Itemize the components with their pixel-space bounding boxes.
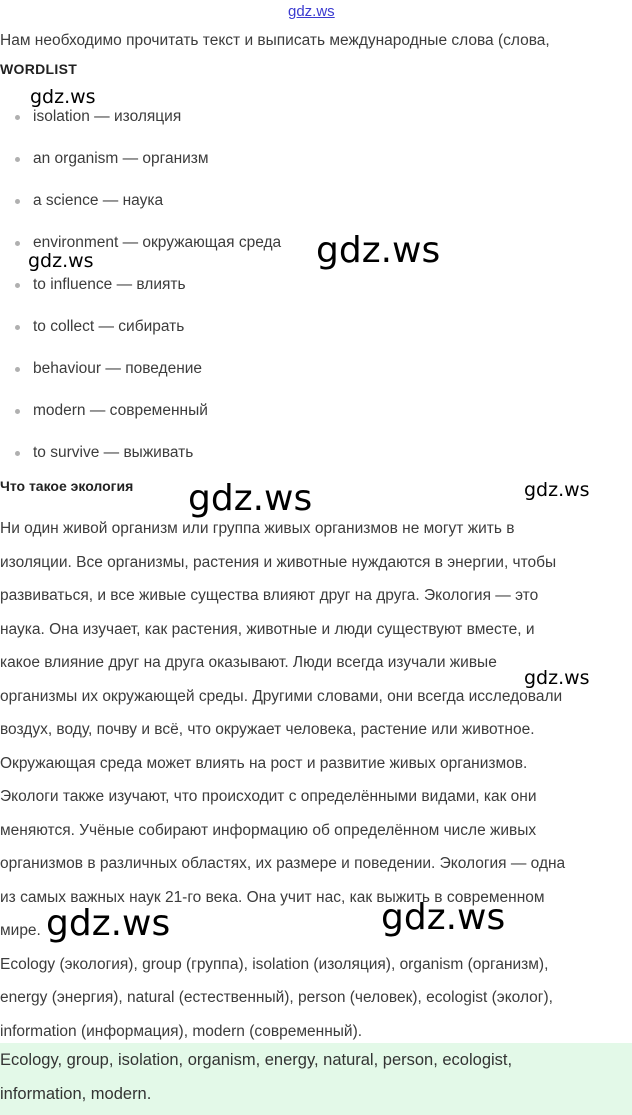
- wordlist-heading: WORDLIST: [0, 61, 78, 77]
- paragraph-line: какое влияние друг на друга оказывают. Люди всегда изучали живые: [0, 654, 497, 671]
- list-item-text: to survive — выживать: [33, 444, 194, 461]
- paragraph-line: развиваться, и все живые существа влияют друг на друга. Экология — это: [0, 587, 539, 604]
- list-item-text: a science — наука: [33, 192, 164, 209]
- bullet-icon: [15, 325, 20, 330]
- answer-line: Ecology, group, isolation, organism, energy, natural, person, ecologist,: [0, 1051, 513, 1069]
- list-item: [0, 276, 400, 318]
- list-item: [0, 402, 400, 444]
- bullet-icon: [15, 199, 20, 204]
- bullet-icon: [15, 241, 20, 246]
- wordlist: [0, 108, 400, 486]
- list-item: [0, 108, 400, 150]
- watermark: gdz.ws: [188, 478, 313, 519]
- list-item-text: to collect — сибирать: [33, 318, 185, 335]
- watermark: gdz.ws: [381, 897, 506, 938]
- watermark: gdz.ws: [524, 667, 590, 689]
- bullet-icon: [15, 283, 20, 288]
- list-item: [0, 318, 400, 360]
- paragraph-line: Ecology (экология), group (группа), isolation (изоляция), organism (организм),: [0, 955, 549, 973]
- paragraph-line: наука. Она изучает, как растения, животные и люди существуют вместе, и: [0, 620, 535, 638]
- bullet-icon: [15, 157, 20, 162]
- list-item-text: an organism — организм: [33, 150, 209, 167]
- paragraph-line: energy (энергия), natural (естественный), person (человек), ecologist (эколог),: [0, 989, 553, 1006]
- list-item: [0, 192, 400, 234]
- bullet-icon: [15, 451, 20, 456]
- list-item-text: to influence — влиять: [33, 276, 186, 293]
- paragraph-line: изоляции. Все организмы, растения и животные нуждаются в энергии, чтобы: [0, 553, 557, 571]
- paragraph-line: information (информация), modern (современный).: [0, 1022, 363, 1040]
- bullet-icon: [15, 367, 20, 372]
- paragraph-line: Ни один живой организм или группа живых организмов не могут жить в: [0, 520, 515, 537]
- answer-line: information, modern.: [0, 1085, 152, 1103]
- list-item-text: isolation — изоляция: [33, 108, 182, 125]
- article-paragraph: [0, 512, 632, 1048]
- list-item-text: environment — окружающая среда: [33, 234, 282, 251]
- paragraph-line: из самых важных наук 21-го века. Она учит нас, как выжить в современном: [0, 888, 545, 906]
- bullet-icon: [15, 409, 20, 414]
- paragraph-line: воздух, воду, почву и всё, что окружает человека, растение или животное.: [0, 721, 535, 738]
- watermark: gdz.ws: [316, 230, 441, 271]
- section-title: Что такое экология: [0, 478, 134, 494]
- watermark-link-top[interactable]: gdz.ws: [288, 3, 335, 20]
- paragraph-line: мире.: [0, 922, 41, 939]
- bullet-icon: [15, 115, 20, 120]
- list-item: [0, 150, 400, 192]
- watermark: gdz.ws: [524, 479, 590, 501]
- paragraph-line: Экологи также изучают, что происходит с определёнными видами, как они: [0, 788, 537, 805]
- watermark: gdz.ws: [46, 903, 171, 944]
- answer-block: [0, 1043, 632, 1115]
- paragraph-line: организмы их окружающей среды. Другими словами, они всегда исследовали: [0, 687, 563, 705]
- intro-text: Нам необходимо прочитать текст и выписать международные слова (слова,: [0, 32, 550, 49]
- paragraph-line: организмов в различных областях, их размере и поведении. Экология — одна: [0, 855, 566, 872]
- paragraph-line: Окружающая среда может влиять на рост и развитие живых организмов.: [0, 754, 528, 772]
- paragraph-line: меняются. Учёные собирают информацию об определённом числе живых: [0, 821, 537, 839]
- watermark: gdz.ws: [30, 86, 96, 108]
- watermark: gdz.ws: [28, 250, 94, 272]
- list-item-text: behaviour — поведение: [33, 360, 203, 377]
- list-item-text: modern — современный: [33, 402, 208, 419]
- list-item: [0, 360, 400, 402]
